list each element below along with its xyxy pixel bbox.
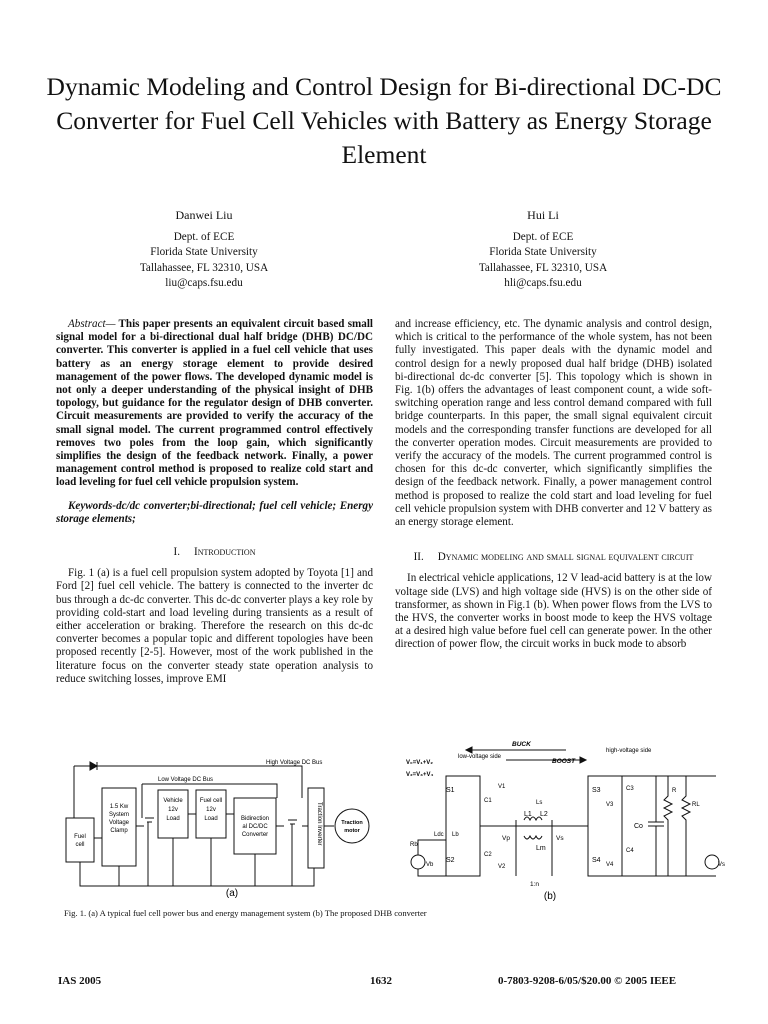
motor-label: Traction [341, 820, 363, 826]
author-city: Tallahassee, FL 32310, USA [139, 261, 269, 274]
left-column [56, 318, 373, 686]
inverter-label: Traction Inverter [316, 802, 322, 846]
component-label: Lb [452, 832, 459, 838]
figure-1b-dhb-circuit [406, 736, 726, 904]
clamp-label: 1.5 Kw [109, 804, 129, 810]
component-label: Vs [556, 835, 564, 842]
figure-a-label: (a) [225, 888, 239, 899]
component-label: S2 [446, 857, 455, 864]
component-label: C3 [626, 786, 634, 792]
author-dept: Dept. of ECE [173, 230, 235, 243]
author-dept: Dept. of ECE [512, 230, 574, 243]
converter-label: Bidirection [240, 816, 270, 822]
footer-copyright: 0-7803-9208-6/05/$20.00 © 2005 IEEE [498, 975, 677, 987]
author-university: Florida State University [489, 246, 597, 258]
abstract-lead: Abstract— [68, 318, 116, 330]
footer-conference: IAS 2005 [58, 975, 102, 987]
vehicle-load-label: 12v [168, 807, 178, 813]
motor-label: motor [344, 828, 360, 834]
intro-paragraph-continued: and increase efficiency, etc. The dynamic analysis and control design, which is critical to the performance of the whole system, has not been fully investigated. This paper deals with the dynamic model and control design for a newly proposed dual half bridge (DHB) isolated bi-directional dc-dc converter [5]. This topology which is shown in Fig. 1(b) offers the advantages of least component count, a wide soft-switching operation range and less control demand compared with full bridge counterparts. In this paper, the small signal equivalent circuit models and the corresponding transfer functions are developed for all the converter operation modes. Circuit measurements are provided to verify the accuracy of the models. The current programmed control is chosen for this dc-dc converter, which significantly simplifies the design of the feedback network. Finally, a power management control method is proposed to realize the cold start and load leveling for fuel cell vehicle propulsion system with DHB converter and 12 V battery as an energy storage element. [395, 318, 712, 529]
section-heading-1: I. Introduction [173, 546, 256, 559]
component-label: V1 [498, 784, 506, 790]
component-label: S1 [446, 787, 455, 794]
author-name: Danwei Liu [175, 208, 233, 222]
high-side-label: high-voltage side [606, 748, 652, 754]
component-label: C2 [484, 852, 492, 858]
component-label: L2 [540, 811, 548, 818]
component-label: Ldc [434, 832, 444, 838]
component-label: C1 [484, 798, 492, 804]
abstract-text: This paper presents an equivalent circuit based small signal model for a bi-directional dual half bridge (DHB) DC/DC converter. This converter is applied in a fuel cell vehicle that uses battery as an energy storage element to provide desired management of the power flows. The developed dynamic model is not only a deeper understanding of the physical insight of DHB topology, but guidance for the regulator design of DHB converter. Circuit measurements are provided to verify the accuracy of the small signal model. The current programmed control effectively removes two poles from the loop gain, which significantly simplifies the design of the feedback network. Finally, a power management control method is proposed to realize cold start and load leveling for fuel cell vehicle propulsion system. [56, 318, 373, 489]
figure-1a-block-diagram [62, 758, 378, 900]
clamp-label: System [108, 812, 130, 818]
equation-1: V₀=V₁+V₂ [406, 760, 433, 766]
component-label: V4 [606, 862, 614, 868]
buck-label: BUCK [512, 741, 531, 748]
equation-2: V₂=V₃+V₄ [406, 772, 434, 778]
fuelcell-load-label: Load [204, 816, 218, 822]
author-city: Tallahassee, FL 32310, USA [478, 261, 608, 274]
component-label: Vb [426, 862, 434, 868]
fuelcell-load-label: 12v [206, 807, 216, 813]
component-label: V3 [606, 802, 614, 808]
clamp-label: Voltage [108, 820, 130, 826]
footer-page-number: 1632 [370, 975, 392, 987]
component-label: V2 [498, 864, 506, 870]
vehicle-load-label: Vehicle [163, 798, 183, 804]
component-label: RL [692, 802, 700, 808]
component-label: Ls [536, 800, 543, 806]
fuel-cell-label: cell [75, 842, 85, 848]
section2-paragraph: In electrical vehicle applications, 12 V lead-acid battery is at the low voltage side (LVS) and high voltage side (HVS) is on the other side of transformer, as shown in Fig.1 (b). When power flows from the LVS to the HVS, the converter works in boost mode to keep the HVS voltage at a desired high value before fuel cell can generate power. In the other direction of power flow, the circuit works in buck mode to absorb [395, 572, 712, 651]
author-block-2 [393, 208, 693, 292]
author-email: liu@caps.fsu.edu [165, 277, 243, 289]
lv-bus-label: Low Voltage DC Bus [158, 777, 214, 783]
author-name: Hui Li [527, 208, 559, 222]
paper-title: Dynamic Modeling and Control Design for Bi-directional DC-DC Converter for Fuel Cell Vehicles with Battery as Energy Storage Element [46, 72, 722, 169]
section-heading-2: II. Dynamic modeling and small signal equivalent circuit [413, 551, 694, 564]
abstract [56, 318, 373, 490]
boost-label: BOOST [552, 758, 576, 765]
author-email: hli@caps.fsu.edu [504, 277, 582, 289]
component-label: L1 [524, 811, 532, 818]
fuel-cell-label: Fuel [74, 834, 86, 840]
component-label: C4 [626, 848, 634, 854]
figure-caption: Fig. 1. (a) A typical fuel cell power bus and energy management system (b) The proposed DHB converter [64, 908, 427, 918]
clamp-label: Clamp [110, 828, 128, 834]
keywords: Keywords-dc/dc converter;bi-directional; fuel cell vehicle; Energy storage elements; [56, 499, 373, 525]
component-label: Rb [410, 842, 418, 848]
author-university: Florida State University [150, 246, 258, 258]
fuelcell-load-label: Fuel cell [199, 798, 223, 804]
component-label: Co [634, 823, 643, 830]
component-label: Vs [718, 862, 726, 868]
right-column [395, 318, 712, 652]
component-label: S3 [592, 787, 601, 794]
author-block-1 [54, 208, 354, 292]
component-label: S4 [592, 857, 601, 864]
low-side-label: low-voltage side [458, 754, 502, 760]
converter-label: al DC/DC [242, 824, 268, 830]
intro-paragraph: Fig. 1 (a) is a fuel cell propulsion system adopted by Toyota [1] and Ford [2] fuel cell vehicle. The battery is connected to the inverter dc bus through a dc-dc converter. This dc-dc converter plays a key role by providing cold-start and load leveling during transients as a result of either acceleration or braking. Therefore the research on this dc-dc converter becomes a popular topic and different topologies have been proposed recently [2-5]. However, most of the work published in the literature focus on the converter steady state operation analysis to reduce switching losses, improve EMI [56, 567, 373, 685]
figure-b-label: (b) [543, 891, 557, 902]
converter-label: Converter [241, 832, 269, 838]
vehicle-load-label: Load [166, 816, 180, 822]
component-label: 1:n [530, 881, 540, 888]
component-label: Vp [502, 835, 510, 842]
component-label: Lm [536, 845, 546, 852]
hv-bus-label: High Voltage DC Bus [266, 760, 323, 766]
component-label: R [672, 788, 677, 794]
